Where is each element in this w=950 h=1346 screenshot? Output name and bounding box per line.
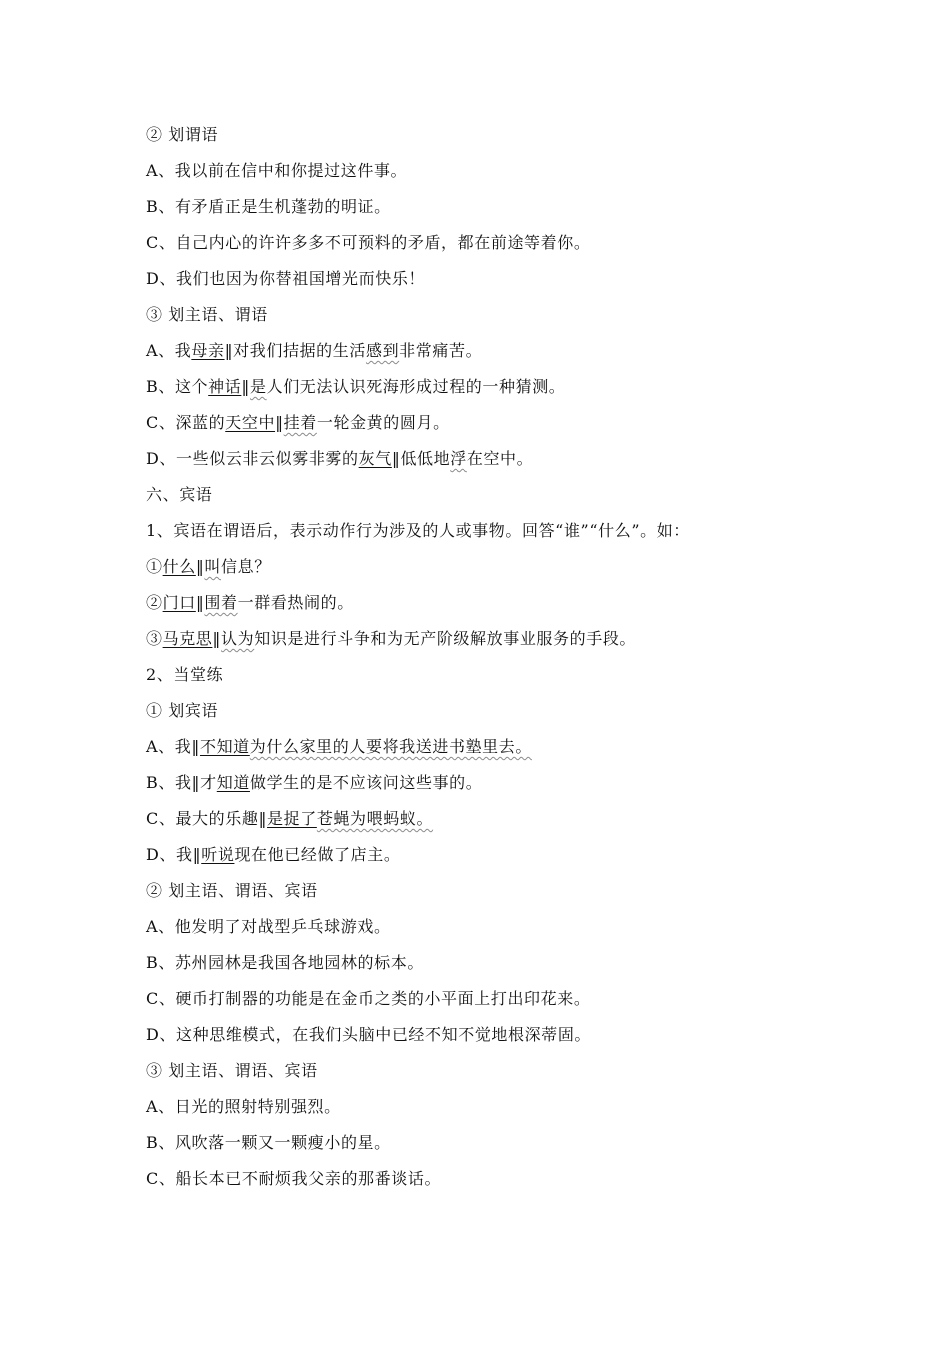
document-page xyxy=(146,121,906,1201)
exercise-item xyxy=(146,1021,906,1057)
text-run: ‖对我们拮据的生活 xyxy=(224,341,366,360)
predicate-underline: 是 xyxy=(249,377,267,396)
text-run: ③ 划主语、谓语、宾语 xyxy=(146,1061,318,1080)
exercise-item xyxy=(146,1165,906,1201)
text-run: D、我们也因为你替祖国增光而快乐！ xyxy=(146,269,426,288)
text-run: ‖ xyxy=(195,593,205,612)
text-run: ③ xyxy=(146,629,163,648)
exercise-item xyxy=(146,229,906,265)
text-run: ① 划宾语 xyxy=(146,701,219,720)
text-run: B、我‖才 xyxy=(146,773,217,792)
exercise-item xyxy=(146,949,906,985)
text-run: ‖ xyxy=(195,557,205,576)
exercise-item xyxy=(146,733,906,769)
text-run: C、最大的乐趣‖ xyxy=(146,809,268,828)
text-run: ② xyxy=(146,593,163,612)
text-run: 现在他已经做了店主。 xyxy=(234,845,401,864)
text-run: B、这个 xyxy=(146,377,209,396)
exercise-item xyxy=(146,805,906,841)
text-run: B、苏州园林是我国各地园林的标本。 xyxy=(146,953,424,972)
text-run: ② 划主语、谓语、宾语 xyxy=(146,881,318,900)
text-run: 非常痛苦。 xyxy=(399,341,483,360)
text-run: ① xyxy=(146,557,163,576)
exercise-item xyxy=(146,841,906,877)
text-run: B、有矛盾正是生机蓬勃的明证。 xyxy=(146,197,391,216)
predicate-underline: 认为 xyxy=(221,629,255,648)
text-run: A、日光的照射特别强烈。 xyxy=(146,1097,341,1116)
exercise-item xyxy=(146,265,906,301)
text-run: 在空中。 xyxy=(466,449,534,468)
text-run: ② 划谓语 xyxy=(146,125,219,144)
text-run: C、船长本已不耐烦我父亲的那番谈话。 xyxy=(146,1169,442,1188)
exercise-item xyxy=(146,193,906,229)
predicate-underline: 感到 xyxy=(365,341,400,360)
predicate-underline: 是捉了 xyxy=(267,809,317,828)
section-heading xyxy=(146,481,906,517)
subject-underline: 门口 xyxy=(162,593,196,612)
text-run: ‖低低地 xyxy=(391,449,451,468)
text-run: B、风吹落一颗又一颗瘦小的星。 xyxy=(146,1133,391,1152)
text-run: 2、当堂练 xyxy=(146,665,224,684)
example-item xyxy=(146,625,906,661)
exercise-item xyxy=(146,1129,906,1165)
text-run: ‖ xyxy=(275,413,284,432)
exercise-item xyxy=(146,1093,906,1129)
exercise-item xyxy=(146,337,906,373)
text-run: 做学生的是不应该问这些事的。 xyxy=(249,773,483,792)
text-run: D、一些似云非云似雾非雾的 xyxy=(146,449,359,468)
example-item xyxy=(146,553,906,589)
text-run: 1、宾语在谓语后，表示动作行为涉及的人或事物。回答“谁”“什么”。如： xyxy=(146,521,690,540)
section-heading xyxy=(146,697,906,733)
subject-underline: 马克思 xyxy=(162,629,213,648)
exercise-item xyxy=(146,985,906,1021)
subject-underline: 什么 xyxy=(162,557,196,576)
example-item xyxy=(146,589,906,625)
predicate-underline: 听说 xyxy=(201,845,235,864)
predicate-underline: 挂着 xyxy=(283,413,317,432)
text-run: A、我 xyxy=(146,341,192,360)
text-run: 一轮金黄的圆月。 xyxy=(316,413,450,432)
text-run: D、这种思维模式，在我们头脑中已经不知不觉地根深蒂固。 xyxy=(146,1025,592,1044)
text-run: 人们无法认识死海形成过程的一种猜测。 xyxy=(266,377,566,396)
predicate-underline: 围着 xyxy=(204,593,238,612)
section-heading xyxy=(146,1057,906,1093)
object-underline: 为什么家里的人要将我送进书塾里去。 xyxy=(249,737,532,756)
text-run: C、深蓝的 xyxy=(146,413,226,432)
section-heading xyxy=(146,301,906,337)
object-underline: 苍蝇为喂蚂蚁。 xyxy=(316,809,434,828)
text-run: A、我以前在信中和你提过这件事。 xyxy=(146,161,408,180)
subject-underline: 母亲 xyxy=(191,341,225,360)
section-heading xyxy=(146,121,906,157)
definition-text xyxy=(146,517,906,553)
text-run: ‖ xyxy=(212,629,222,648)
exercise-item xyxy=(146,769,906,805)
exercise-item xyxy=(146,913,906,949)
text-run: 六、宾语 xyxy=(146,485,213,504)
subject-underline: 天空中 xyxy=(225,413,276,432)
exercise-item xyxy=(146,445,906,481)
text-run: ③ 划主语、谓语 xyxy=(146,305,268,324)
subject-underline: 神话 xyxy=(208,377,242,396)
exercise-item xyxy=(146,409,906,445)
text-run: 知识是进行斗争和为无产阶级解放事业服务的手段。 xyxy=(254,629,637,648)
text-run: D、我‖ xyxy=(146,845,202,864)
predicate-underline: 不知道 xyxy=(199,737,250,756)
section-heading xyxy=(146,877,906,913)
text-run: C、硬币打制器的功能是在金币之类的小平面上打出印花来。 xyxy=(146,989,591,1008)
predicate-underline: 浮 xyxy=(450,449,467,468)
text-run: ‖ xyxy=(241,377,250,396)
predicate-underline: 叫 xyxy=(204,557,222,576)
exercise-item xyxy=(146,373,906,409)
subject-underline: 灰气 xyxy=(358,449,392,468)
text-run: A、他发明了对战型乒乓球游戏。 xyxy=(146,917,391,936)
section-heading xyxy=(146,661,906,697)
predicate-underline: 知道 xyxy=(216,773,250,792)
text-run: A、我‖ xyxy=(146,737,200,756)
text-run: C、自己内心的许许多多不可预料的矛盾，都在前途等着你。 xyxy=(146,233,591,252)
exercise-item xyxy=(146,157,906,193)
text-run: 一群看热闹的。 xyxy=(237,593,354,612)
text-run: 信息？ xyxy=(221,557,271,576)
